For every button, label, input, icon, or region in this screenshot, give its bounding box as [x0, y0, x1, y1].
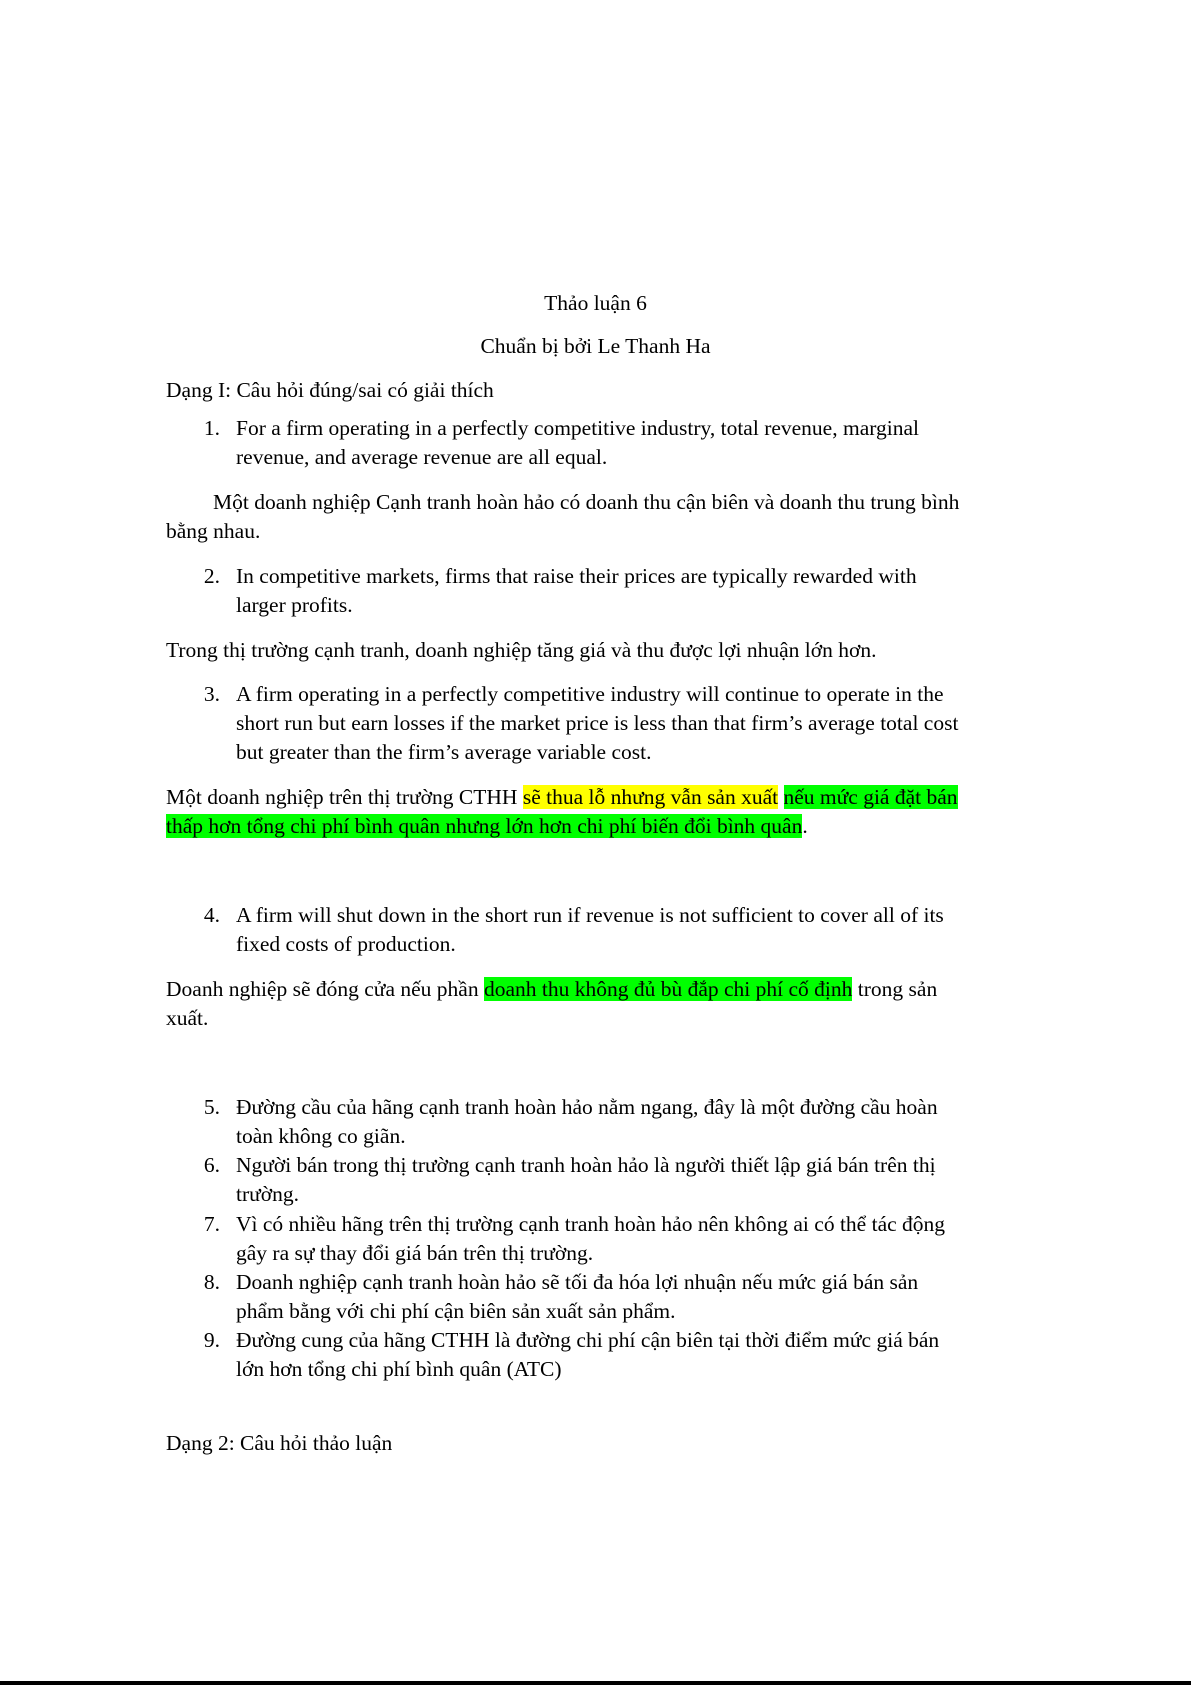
q4-answer-text-c: trong sản — [852, 977, 938, 1001]
item5-number: 5. — [203, 1095, 220, 1119]
q1-number: 1. — [203, 416, 220, 440]
section1-heading: Dạng I: Câu hỏi đúng/sai có giải thích — [166, 378, 494, 402]
item6-line2: trường. — [236, 1182, 300, 1206]
document-subtitle: Chuẩn bị bởi Le Thanh Ha — [480, 334, 711, 358]
q3-answer-line2 — [166, 812, 808, 841]
item8-number: 8. — [203, 1270, 220, 1294]
q4-number: 4. — [203, 903, 220, 927]
q3-line1: A firm operating in a perfectly competitive industry will continue to operate in the — [236, 682, 944, 706]
q3-answer-text-a: Một doanh nghiệp trên thị trường CTHH — [166, 785, 523, 809]
item9-number: 9. — [203, 1328, 220, 1352]
item5-line2: toàn không co giãn. — [236, 1124, 406, 1148]
item8-line2: phẩm bằng với chi phí cận biên sản xuất sản phẩm. — [236, 1299, 676, 1323]
q4-answer-line2: xuất. — [166, 1006, 209, 1030]
document-title: Thảo luận 6 — [544, 291, 647, 315]
q2-line1: In competitive markets, firms that raise their prices are typically rewarded with — [236, 564, 917, 588]
q4-line2: fixed costs of production. — [236, 932, 456, 956]
q1-line2: revenue, and average revenue are all equal. — [236, 445, 608, 469]
q2-line2: larger profits. — [236, 593, 353, 617]
q3-answer-highlight-green-1: nếu mức giá đặt bán — [783, 785, 958, 809]
item5-line1: Đường cầu của hãng cạnh tranh hoàn hảo nằm ngang, đây là một đường cầu hoàn — [236, 1095, 938, 1119]
q2-number: 2. — [203, 564, 220, 588]
item8-line1: Doanh nghiệp cạnh tranh hoàn hảo sẽ tối đa hóa lợi nhuận nếu mức giá bán sản — [236, 1270, 919, 1294]
item9-line1: Đường cung của hãng CTHH là đường chi phí cận biên tại thời điểm mức giá bán — [236, 1328, 940, 1352]
q4-answer-highlight-green: doanh thu không đủ bù đắp chi phí cố định — [483, 977, 853, 1001]
q4-answer-line1 — [166, 975, 937, 1004]
item6-number: 6. — [203, 1153, 220, 1177]
item7-number: 7. — [203, 1212, 220, 1236]
q3-number: 3. — [203, 682, 220, 706]
page-bottom-rule — [0, 1681, 1191, 1685]
q3-answer-line1 — [166, 783, 958, 812]
q4-answer-text-a: Doanh nghiệp sẽ đóng cửa nếu phần — [166, 977, 484, 1001]
item6-line1: Người bán trong thị trường cạnh tranh hoàn hảo là người thiết lập giá bán trên thị — [236, 1153, 936, 1177]
q3-line3: but greater than the firm’s average variable cost. — [236, 740, 652, 764]
q2-answer: Trong thị trường cạnh tranh, doanh nghiệp tăng giá và thu được lợi nhuận lớn hơn. — [166, 638, 877, 662]
section2-heading: Dạng 2: Câu hỏi thảo luận — [166, 1431, 393, 1455]
q3-answer-space — [778, 785, 783, 809]
item9-line2: lớn hơn tổng chi phí bình quân (ATC) — [236, 1357, 562, 1381]
q1-line1: For a firm operating in a perfectly competitive industry, total revenue, marginal — [236, 416, 920, 440]
q3-answer-period: . — [802, 814, 808, 838]
q1-answer-line2: bằng nhau. — [166, 519, 261, 543]
q3-line2: short run but earn losses if the market price is less than that firm’s average total cost — [236, 711, 959, 735]
q3-answer-highlight-green-2: thấp hơn tổng chi phí bình quân nhưng lớn hơn chi phí biến đổi bình quân — [166, 814, 803, 838]
q1-answer-line1: Một doanh nghiệp Cạnh tranh hoàn hảo có doanh thu cận biên và doanh thu trung bình — [213, 490, 960, 514]
item7-line2: gây ra sự thay đổi giá bán trên thị trường. — [236, 1241, 594, 1265]
q3-answer-highlight-yellow: sẽ thua lỗ nhưng vẫn sản xuất — [522, 785, 779, 809]
q4-line1: A firm will shut down in the short run if revenue is not sufficient to cover all of its — [236, 903, 944, 927]
item7-line1: Vì có nhiều hãng trên thị trường cạnh tranh hoàn hảo nên không ai có thể tác động — [236, 1212, 946, 1236]
